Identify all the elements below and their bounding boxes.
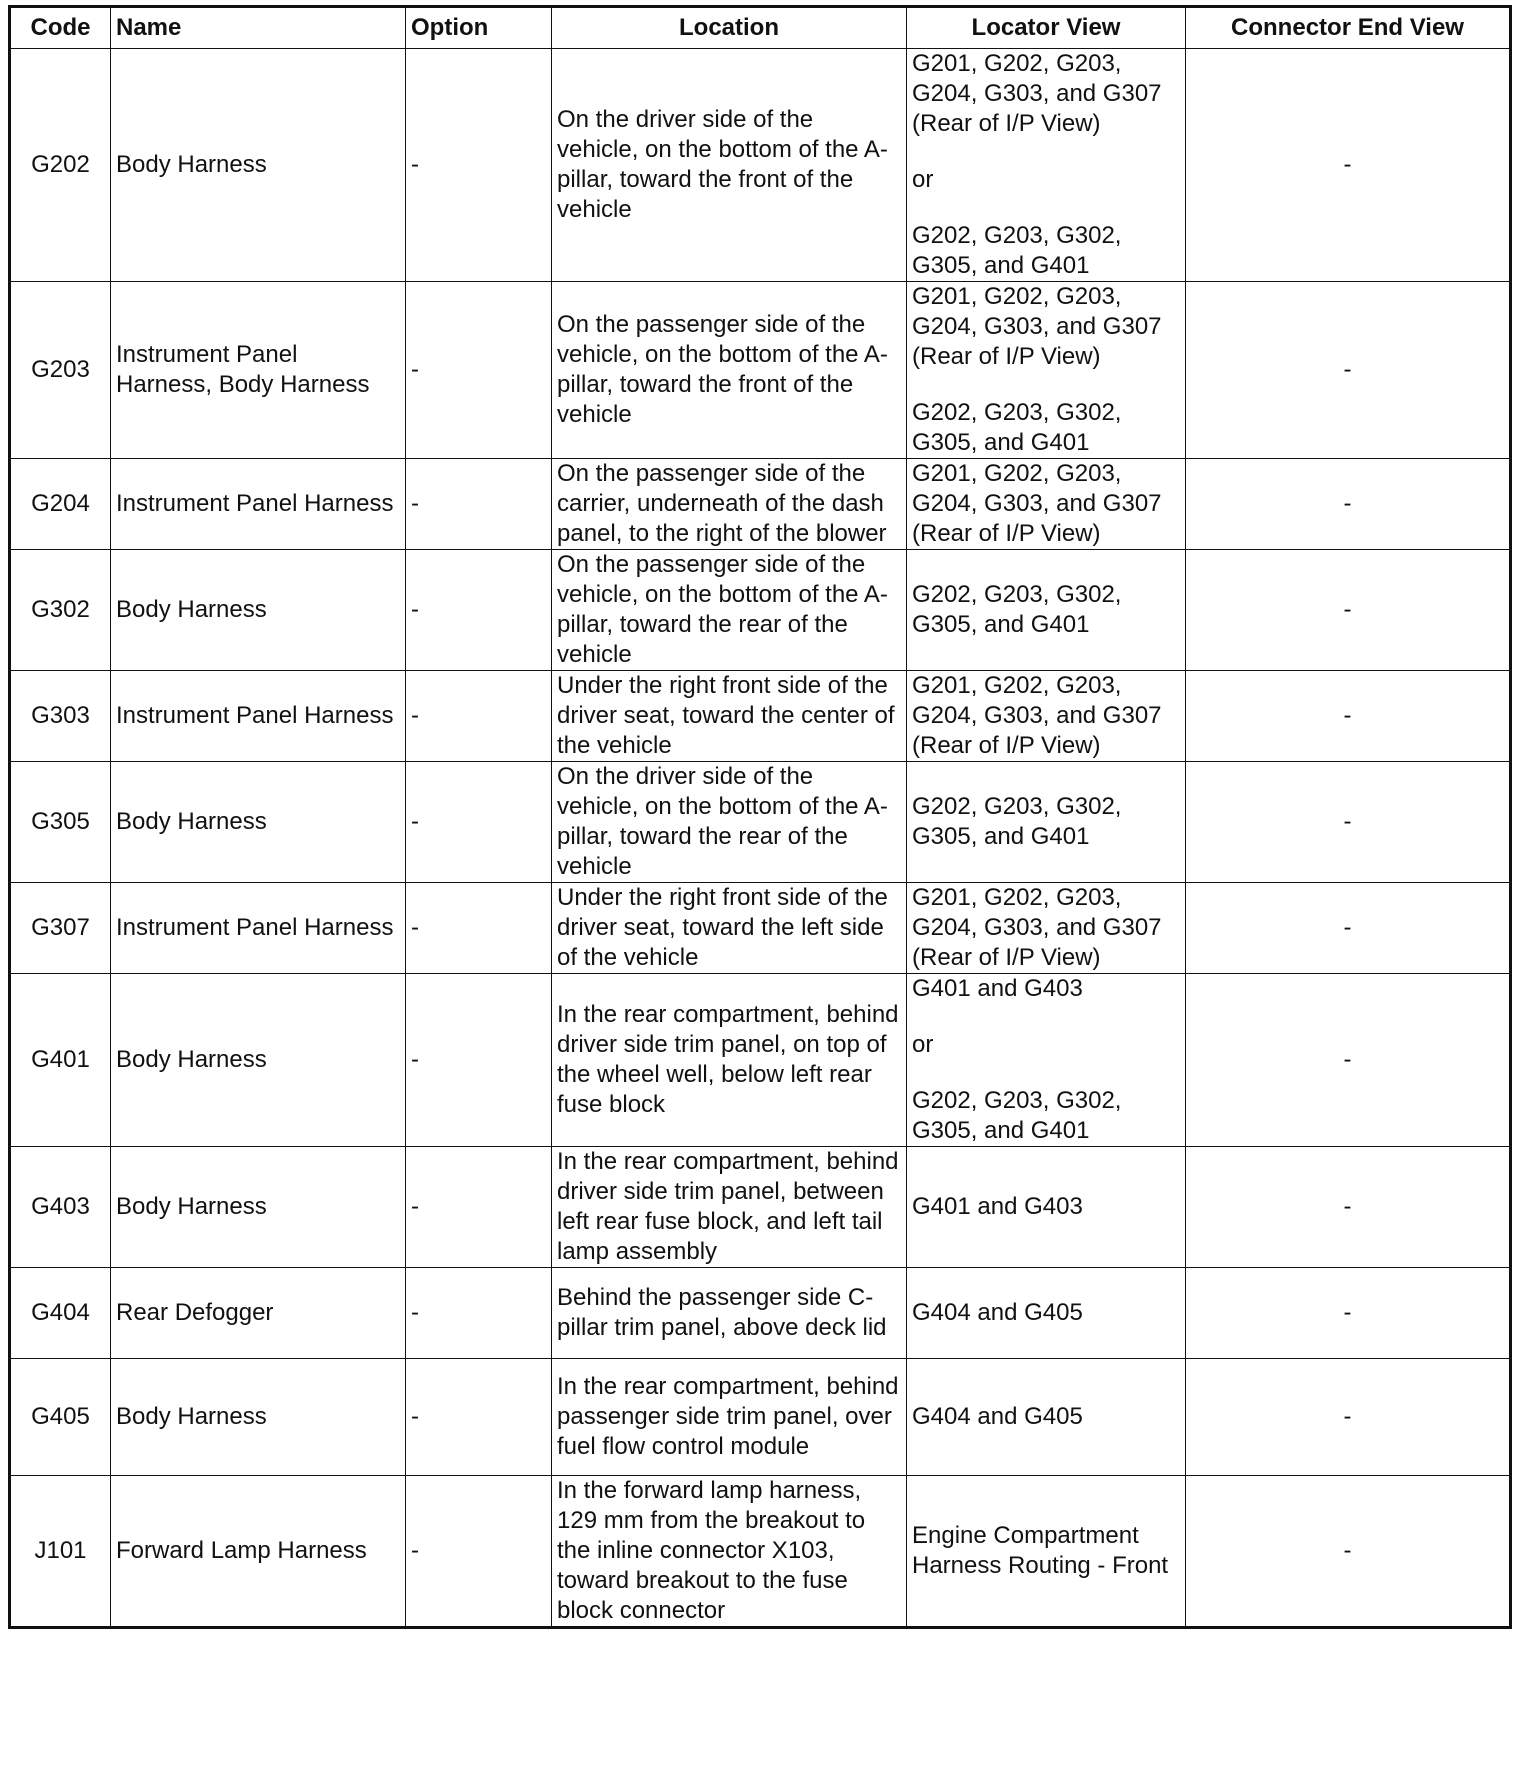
locator-gap [912, 372, 1180, 398]
cell-locator-view [907, 1476, 1186, 1628]
cell-locator-view [907, 1268, 1186, 1359]
locator-entry: G404 and G405 [912, 1299, 1083, 1326]
cell-option: - [406, 974, 552, 1147]
locator-entry: G202, G203, G302, G305, and G401 [912, 581, 1122, 638]
locator-entry: Engine Compartment Harness Routing - Front [912, 1522, 1169, 1579]
cell-option: - [406, 49, 552, 282]
cell-code: G203 [10, 282, 111, 459]
cell-name: Instrument Panel Harness [111, 671, 406, 762]
cell-option: - [406, 1147, 552, 1268]
cell-locator-view [907, 282, 1186, 459]
cell-connector-end-view: - [1186, 974, 1511, 1147]
cell-name: Forward Lamp Harness [111, 1476, 406, 1628]
cell-code: G307 [10, 883, 111, 974]
locator-gap [912, 139, 1180, 165]
cell-location: In the forward lamp harness, 129 mm from the breakout to the inline connector X103, toward breakout to the fuse block connector [552, 1476, 907, 1628]
cell-connector-end-view: - [1186, 762, 1511, 883]
cell-option: - [406, 762, 552, 883]
cell-location: On the driver side of the vehicle, on the bottom of the A-pillar, toward the rear of the vehicle [552, 762, 907, 883]
locator-entry: G404 and G405 [912, 1403, 1083, 1430]
cell-locator-view [907, 1359, 1186, 1476]
cell-locator-view [907, 974, 1186, 1147]
table-row [10, 550, 1511, 671]
cell-locator-view [907, 49, 1186, 282]
cell-option: - [406, 883, 552, 974]
cell-name: Instrument Panel Harness, Body Harness [111, 282, 406, 459]
table-header [10, 7, 1511, 49]
header-option: Option [406, 7, 552, 49]
table-row [10, 282, 1511, 459]
locator-gap [912, 195, 1180, 221]
table-row [10, 49, 1511, 282]
table-row [10, 883, 1511, 974]
cell-option: - [406, 459, 552, 550]
cell-location: In the rear compartment, behind driver side trim panel, between left rear fuse block, and left tail lamp assembly [552, 1147, 907, 1268]
cell-name: Body Harness [111, 1147, 406, 1268]
cell-name: Body Harness [111, 550, 406, 671]
cell-location: In the rear compartment, behind passenger side trim panel, over fuel flow control module [552, 1359, 907, 1476]
locator-entry: or [912, 1031, 934, 1058]
cell-code: G401 [10, 974, 111, 1147]
table-body [10, 49, 1511, 1628]
cell-name: Instrument Panel Harness [111, 883, 406, 974]
cell-locator-view [907, 762, 1186, 883]
cell-option: - [406, 1359, 552, 1476]
cell-name: Body Harness [111, 974, 406, 1147]
cell-option: - [406, 1476, 552, 1628]
header-row [10, 7, 1511, 49]
locator-entry: or [912, 166, 934, 193]
header-name: Name [111, 7, 406, 49]
locator-entry: G202, G203, G302, G305, and G401 [912, 222, 1122, 279]
cell-connector-end-view: - [1186, 883, 1511, 974]
ground-locations-table [8, 5, 1512, 1629]
locator-entry: G201, G202, G203, G204, G303, and G307 (Rear of I/P View) [912, 50, 1162, 137]
locator-entry: G202, G203, G302, G305, and G401 [912, 1087, 1122, 1144]
cell-option: - [406, 671, 552, 762]
cell-name: Body Harness [111, 49, 406, 282]
table-row [10, 974, 1511, 1147]
cell-name: Body Harness [111, 1359, 406, 1476]
cell-connector-end-view: - [1186, 282, 1511, 459]
cell-connector-end-view: - [1186, 49, 1511, 282]
locator-entry: G201, G202, G203, G204, G303, and G307 (Rear of I/P View) [912, 884, 1162, 971]
cell-connector-end-view: - [1186, 1268, 1511, 1359]
cell-location: Under the right front side of the driver seat, toward the center of the vehicle [552, 671, 907, 762]
locator-entry: G201, G202, G203, G204, G303, and G307 (Rear of I/P View) [912, 283, 1162, 370]
cell-locator-view [907, 671, 1186, 762]
cell-option: - [406, 1268, 552, 1359]
cell-locator-view [907, 883, 1186, 974]
locator-entry: G201, G202, G203, G204, G303, and G307 (Rear of I/P View) [912, 460, 1162, 547]
cell-location: In the rear compartment, behind driver side trim panel, on top of the wheel well, below left rear fuse block [552, 974, 907, 1147]
header-location: Location [552, 7, 907, 49]
cell-connector-end-view: - [1186, 550, 1511, 671]
locator-entry: G202, G203, G302, G305, and G401 [912, 793, 1122, 850]
locator-entry: G201, G202, G203, G204, G303, and G307 (Rear of I/P View) [912, 672, 1162, 759]
cell-code: G403 [10, 1147, 111, 1268]
header-connector-end-view: Connector End View [1186, 7, 1511, 49]
header-locator-view: Locator View [907, 7, 1186, 49]
cell-code: G404 [10, 1268, 111, 1359]
cell-location: Under the right front side of the driver seat, toward the left side of the vehicle [552, 883, 907, 974]
cell-name: Instrument Panel Harness [111, 459, 406, 550]
cell-location: On the passenger side of the carrier, underneath of the dash panel, to the right of the blower [552, 459, 907, 550]
cell-locator-view [907, 1147, 1186, 1268]
cell-location: On the driver side of the vehicle, on the bottom of the A-pillar, toward the front of the vehicle [552, 49, 907, 282]
table-row [10, 762, 1511, 883]
cell-code: G202 [10, 49, 111, 282]
cell-locator-view [907, 550, 1186, 671]
table-row [10, 1147, 1511, 1268]
table-row [10, 1476, 1511, 1628]
table-row [10, 1268, 1511, 1359]
cell-option: - [406, 282, 552, 459]
cell-location: On the passenger side of the vehicle, on the bottom of the A-pillar, toward the front of the vehicle [552, 282, 907, 459]
locator-entry: G401 and G403 [912, 975, 1083, 1002]
cell-code: J101 [10, 1476, 111, 1628]
cell-code: G302 [10, 550, 111, 671]
cell-connector-end-view: - [1186, 459, 1511, 550]
table-row [10, 1359, 1511, 1476]
table-row [10, 459, 1511, 550]
cell-connector-end-view: - [1186, 671, 1511, 762]
cell-connector-end-view: - [1186, 1476, 1511, 1628]
cell-locator-view [907, 459, 1186, 550]
locator-entry: G401 and G403 [912, 1193, 1083, 1220]
locator-gap [912, 1004, 1180, 1030]
cell-connector-end-view: - [1186, 1359, 1511, 1476]
table-row [10, 671, 1511, 762]
cell-code: G204 [10, 459, 111, 550]
cell-name: Rear Defogger [111, 1268, 406, 1359]
cell-option: - [406, 550, 552, 671]
cell-location: Behind the passenger side C-pillar trim panel, above deck lid [552, 1268, 907, 1359]
header-code: Code [10, 7, 111, 49]
cell-name: Body Harness [111, 762, 406, 883]
locator-entry: G202, G203, G302, G305, and G401 [912, 399, 1122, 456]
cell-connector-end-view: - [1186, 1147, 1511, 1268]
cell-location: On the passenger side of the vehicle, on the bottom of the A-pillar, toward the rear of the vehicle [552, 550, 907, 671]
cell-code: G405 [10, 1359, 111, 1476]
cell-code: G303 [10, 671, 111, 762]
cell-code: G305 [10, 762, 111, 883]
locator-gap [912, 1060, 1180, 1086]
